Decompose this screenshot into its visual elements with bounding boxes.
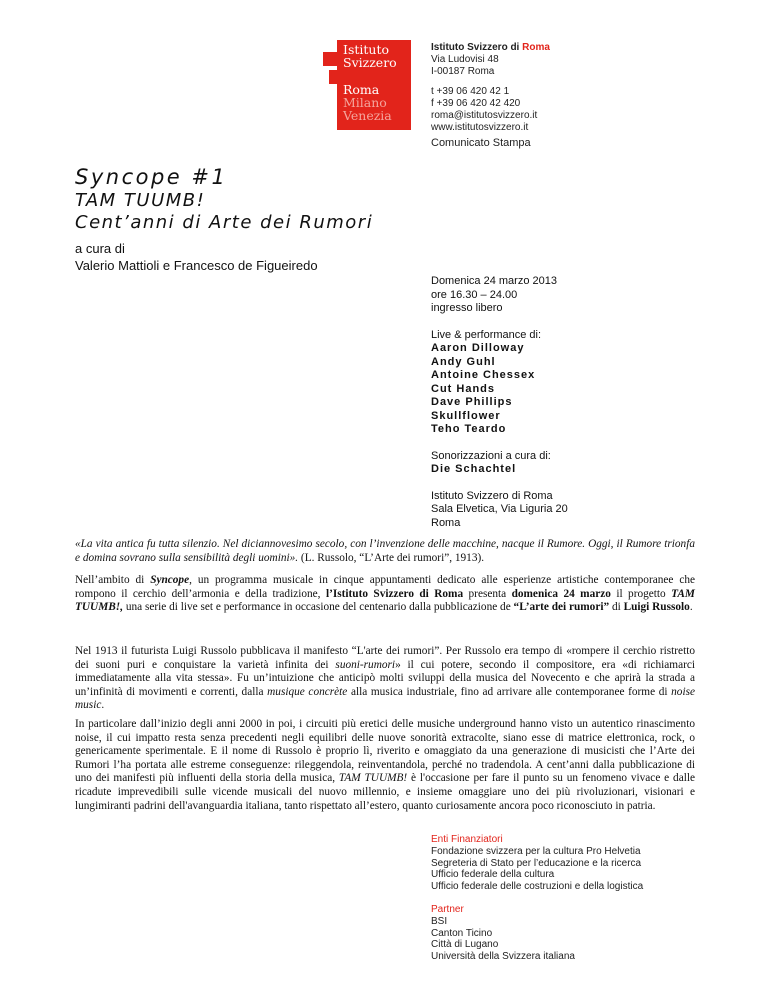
curators-label: a cura di xyxy=(75,241,125,256)
funders-partners xyxy=(431,834,643,963)
org-city: Roma xyxy=(522,42,550,53)
header-address xyxy=(431,42,550,78)
paragraph-intro: Nell’ambito di Syncope, un programma musicale in cinque appuntamenti dedicato alle esperienze artistiche contemporanee che rompono il cerchio dell’armonia e della tradizione, l’Istituto Svizzero di Roma presenta domenica 24 marzo il progetto TAM TUUMB!, una serie di live set e performance in occasione del centenario dalla pubblicazione de “L’arte dei rumori” di Luigi Russolo. xyxy=(75,574,695,614)
venue-line-2: Sala Elvetica, Via Liguria 20 xyxy=(431,503,568,515)
fax: f +39 06 420 42 420 xyxy=(431,98,521,109)
document-type: Comunicato Stampa xyxy=(431,137,531,149)
artist-item: Dave Phillips xyxy=(431,396,513,408)
venue-line-1: Istituto Svizzero di Roma xyxy=(431,489,553,502)
partner-item: Canton Ticino xyxy=(431,927,493,939)
curators xyxy=(75,240,318,274)
title-line-1: Syncope #1 xyxy=(75,165,228,189)
artist-item: Cut Hands xyxy=(431,382,495,395)
russolo-quote: «La vita antica fu tutta silenzio. Nel diciannovesimo secolo, con l’invenzione delle macchine, nacque il Rumore. Oggi, il Rumore trionfa e domina sovrano sulla sensibilità degli uomini». (L. Russolo, “L’Arte dei rumori”, 1913). xyxy=(75,538,695,564)
event-time: ore 16.30 – 24.00 xyxy=(431,288,518,301)
sound-label: Sonorizzazioni a cura di: xyxy=(431,449,551,462)
partner-item: Università della Svizzera italiana xyxy=(431,951,575,963)
address-line-1: Via Ludovisi 48 xyxy=(431,54,499,65)
sound-artist: Die Schachtel xyxy=(431,463,517,475)
event-entry: ingresso libero xyxy=(431,302,503,314)
phone: t +39 06 420 42 1 xyxy=(431,86,510,97)
org-name: Istituto Svizzero di Roma xyxy=(431,42,550,53)
partner-item: BSI xyxy=(431,915,448,927)
logo-city-milano: Milano xyxy=(343,95,387,110)
istituto-svizzero-logo xyxy=(323,40,411,130)
funder-item: Ufficio federale della cultura xyxy=(431,869,555,881)
website-link[interactable]: www.istitutosvizzero.it xyxy=(431,122,529,133)
funder-item: Ufficio federale delle costruzioni e della logistica xyxy=(431,881,644,893)
logo-line-1: Istituto xyxy=(343,42,389,57)
live-label: Live & performance di: xyxy=(431,328,542,341)
paragraph-history: Nel 1913 il futurista Luigi Russolo pubblicava il manifesto “L'arte dei rumori”. Per Russolo era tempo di «rompere il cerchio ristretto dei suoni puri e conquistare la varietà infinita dei suoni-rumori» il cui potere, secondo il compositore, era «di richiamarci immediatamente alla vita stessa». Fu un’intuizione che anticipò molti sviluppi della musica del Novecento e che aprirà la strada a un’infinità di movimenti e correnti, dalla musique concrète alla musica industriale, fino ad arrivare alle contemporanee forme di noise music. xyxy=(75,645,695,712)
header-contact xyxy=(431,86,537,134)
partner-item: Città di Lugano xyxy=(431,939,499,951)
venue-line-3: Roma xyxy=(431,516,461,529)
logo-city-venezia: Venezia xyxy=(343,108,392,123)
paragraph-contemporary: In particolare dall’inizio degli anni 2000 in poi, i circuiti più eretici delle musiche underground hanno visto un autentico rinascimento noise, il cui impatto resta senza precedenti negli equilibri delle nuove sonorità extracolte, siano esse di matrice elettronica, rock, o genericamente sperimentale. E il nome di Russolo è proprio lì, riverito e omaggiato da una generazione di musicisti che l’Arte dei Rumori l’ha portata alle estreme conseguenze: rileggendola, reinventandola, perché no tradendola. A cent’anni dalla pubblicazione di uno dei manifesti più influenti della storia della musica, TAM TUUMB! è l'occasione per fare il punto su un fenomeno vivace e dalle ricadute imprevedibili sulle vicende musicali del nuovo millennio, e insieme omaggiare uno dei più rivoluzionari, visionari e lungimiranti padrini dell'avanguardia italiana, tanto rispettato all’estero, quanto curiosamente ancora poco riconosciuto in patria. xyxy=(75,718,695,812)
logo-city-roma: Roma xyxy=(343,82,380,97)
partners-label: Partner xyxy=(431,903,464,915)
title-line-2: TAM TUUMB! xyxy=(75,190,206,211)
event-title xyxy=(75,165,373,234)
artist-item: Teho Teardo xyxy=(431,423,507,435)
email-link[interactable]: roma@istitutosvizzero.it xyxy=(431,110,538,121)
curators-names: Valerio Mattioli e Francesco de Figueiredo xyxy=(75,258,318,273)
title-line-3: Cent’anni di Arte dei Rumori xyxy=(75,212,374,233)
event-info xyxy=(431,275,568,530)
funders-label: Enti Finanziatori xyxy=(431,834,503,845)
artist-item: Andy Guhl xyxy=(431,355,496,368)
artist-item: Antoine Chessex xyxy=(431,369,536,381)
address-line-2: I-00187 Roma xyxy=(431,66,495,77)
funder-item: Segreteria di Stato per l’educazione e la ricerca xyxy=(431,857,642,869)
artist-item: Skullflower xyxy=(431,409,501,422)
funder-item: Fondazione svizzera per la cultura Pro Helvetia xyxy=(431,845,641,857)
artist-item: Aaron Dilloway xyxy=(431,342,525,354)
logo-line-2: Svizzero xyxy=(343,55,397,70)
event-date: Domenica 24 marzo 2013 xyxy=(431,275,557,287)
